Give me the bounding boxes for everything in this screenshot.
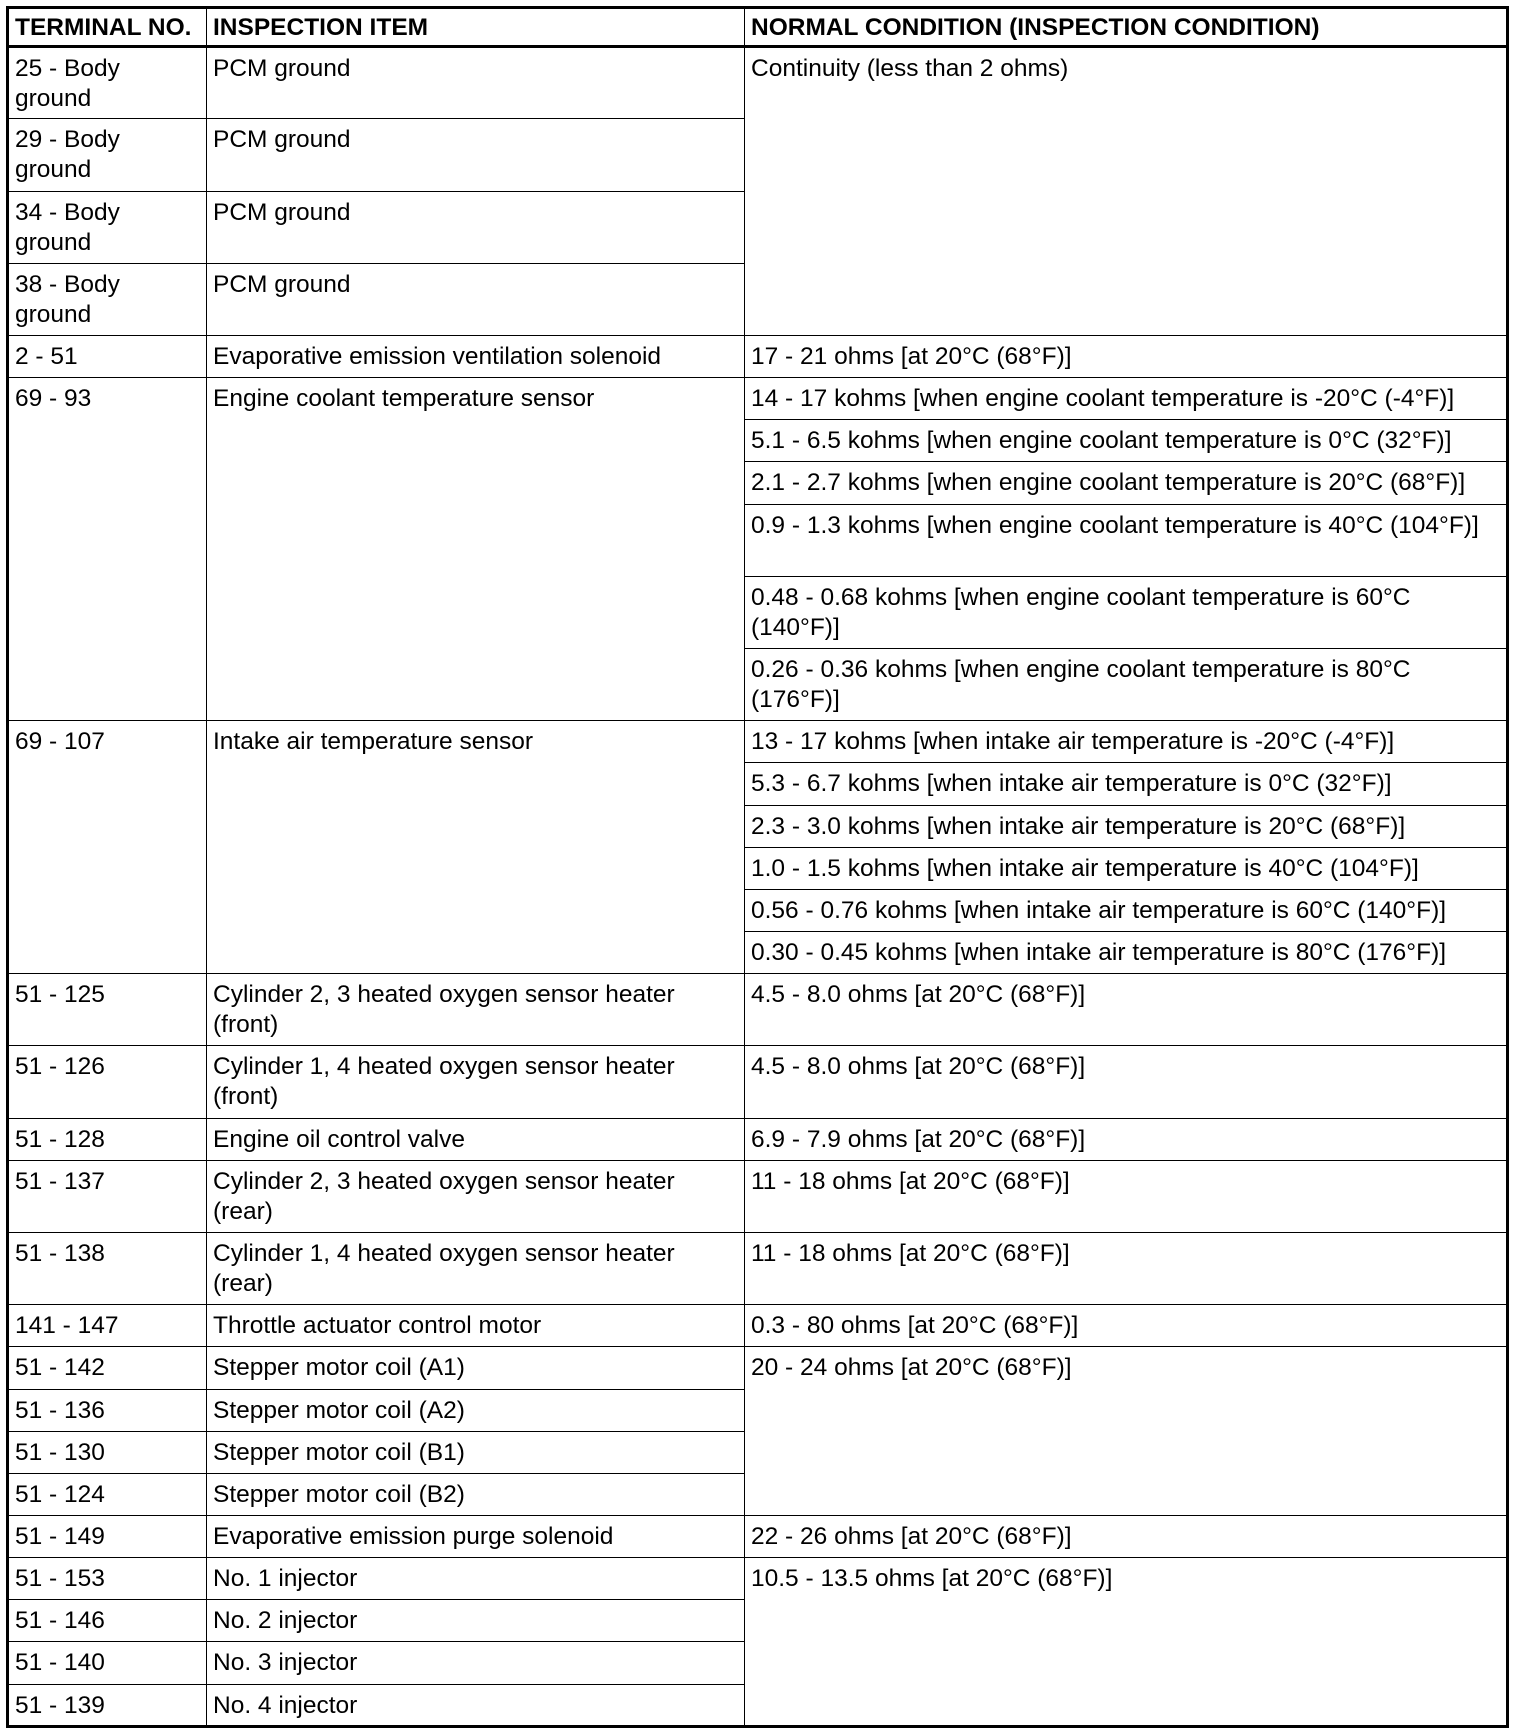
- item-cell: PCM ground: [207, 191, 745, 263]
- condition-cell: 6.9 - 7.9 ohms [at 20°C (68°F)]: [745, 1118, 1508, 1160]
- condition-cell: 17 - 21 ohms [at 20°C (68°F)]: [745, 336, 1508, 378]
- item-cell: Stepper motor coil (A1): [207, 1347, 745, 1389]
- item-cell: Stepper motor coil (B1): [207, 1431, 745, 1473]
- item-cell: PCM ground: [207, 263, 745, 335]
- condition-cell: 0.30 - 0.45 kohms [when intake air temperature is 80°C (176°F)]: [745, 932, 1508, 974]
- table-row: [8, 1347, 1508, 1389]
- condition-cell: 4.5 - 8.0 ohms [at 20°C (68°F)]: [745, 974, 1508, 1046]
- condition-cell: 20 - 24 ohms [at 20°C (68°F)]: [745, 1347, 1508, 1516]
- item-cell: No. 4 injector: [207, 1684, 745, 1726]
- terminal-cell: 51 - 124: [8, 1473, 207, 1515]
- terminal-cell: 51 - 149: [8, 1516, 207, 1558]
- terminal-cell: 25 - Body ground: [8, 47, 207, 119]
- condition-cell: 0.48 - 0.68 kohms [when engine coolant temperature is 60°C (140°F)]: [745, 576, 1508, 648]
- table-row: [8, 1160, 1508, 1232]
- table-row: [8, 1516, 1508, 1558]
- item-cell: Engine oil control valve: [207, 1118, 745, 1160]
- condition-cell: 11 - 18 ohms [at 20°C (68°F)]: [745, 1160, 1508, 1232]
- item-cell: No. 1 injector: [207, 1558, 745, 1600]
- terminal-cell: 51 - 136: [8, 1389, 207, 1431]
- table-row: [8, 336, 1508, 378]
- terminal-cell: 2 - 51: [8, 336, 207, 378]
- header-terminal-no: TERMINAL NO.: [8, 8, 207, 47]
- header-normal-condition: NORMAL CONDITION (INSPECTION CONDITION): [745, 8, 1508, 47]
- condition-cell: 2.1 - 2.7 kohms [when engine coolant temperature is 20°C (68°F)]: [745, 462, 1508, 504]
- condition-cell: 5.1 - 6.5 kohms [when engine coolant temperature is 0°C (32°F)]: [745, 420, 1508, 462]
- table-row: [8, 47, 1508, 119]
- terminal-cell: 51 - 138: [8, 1233, 207, 1305]
- condition-cell: 10.5 - 13.5 ohms [at 20°C (68°F)]: [745, 1558, 1508, 1727]
- condition-cell: 0.9 - 1.3 kohms [when engine coolant temperature is 40°C (104°F)]: [745, 504, 1508, 576]
- terminal-cell: 51 - 146: [8, 1600, 207, 1642]
- item-cell: Cylinder 1, 4 heated oxygen sensor heater (front): [207, 1046, 745, 1118]
- table-row: [8, 1118, 1508, 1160]
- item-cell: Cylinder 1, 4 heated oxygen sensor heater (rear): [207, 1233, 745, 1305]
- table-row: [8, 1558, 1508, 1600]
- item-cell: PCM ground: [207, 119, 745, 191]
- terminal-cell: 141 - 147: [8, 1305, 207, 1347]
- condition-cell: 0.56 - 0.76 kohms [when intake air temperature is 60°C (140°F)]: [745, 889, 1508, 931]
- condition-cell: 2.3 - 3.0 kohms [when intake air temperature is 20°C (68°F)]: [745, 805, 1508, 847]
- terminal-cell: 51 - 125: [8, 974, 207, 1046]
- condition-cell: 13 - 17 kohms [when intake air temperature is -20°C (-4°F)]: [745, 721, 1508, 763]
- item-cell: No. 2 injector: [207, 1600, 745, 1642]
- condition-cell: 1.0 - 1.5 kohms [when intake air temperature is 40°C (104°F)]: [745, 847, 1508, 889]
- inspection-table: [6, 6, 1509, 1728]
- header-inspection-item: INSPECTION ITEM: [207, 8, 745, 47]
- table-header-row: [8, 8, 1508, 47]
- item-cell: No. 3 injector: [207, 1642, 745, 1684]
- item-cell: Engine coolant temperature sensor: [207, 378, 745, 721]
- terminal-cell: 34 - Body ground: [8, 191, 207, 263]
- table-row: [8, 1305, 1508, 1347]
- item-cell: Evaporative emission ventilation solenoid: [207, 336, 745, 378]
- terminal-cell: 51 - 140: [8, 1642, 207, 1684]
- terminal-cell: 51 - 137: [8, 1160, 207, 1232]
- item-cell: Stepper motor coil (B2): [207, 1473, 745, 1515]
- condition-cell: 11 - 18 ohms [at 20°C (68°F)]: [745, 1233, 1508, 1305]
- condition-cell: 22 - 26 ohms [at 20°C (68°F)]: [745, 1516, 1508, 1558]
- terminal-cell: 51 - 142: [8, 1347, 207, 1389]
- condition-cell: 5.3 - 6.7 kohms [when intake air temperature is 0°C (32°F)]: [745, 763, 1508, 805]
- terminal-cell: 51 - 128: [8, 1118, 207, 1160]
- terminal-cell: 38 - Body ground: [8, 263, 207, 335]
- terminal-cell: 51 - 126: [8, 1046, 207, 1118]
- table-row: [8, 1046, 1508, 1118]
- condition-cell: 14 - 17 kohms [when engine coolant temperature is -20°C (-4°F)]: [745, 378, 1508, 420]
- terminal-cell: 69 - 93: [8, 378, 207, 721]
- item-cell: Cylinder 2, 3 heated oxygen sensor heater (front): [207, 974, 745, 1046]
- table-row: [8, 378, 1508, 420]
- item-cell: Evaporative emission purge solenoid: [207, 1516, 745, 1558]
- terminal-cell: 51 - 139: [8, 1684, 207, 1726]
- table-row: [8, 1233, 1508, 1305]
- item-cell: Stepper motor coil (A2): [207, 1389, 745, 1431]
- terminal-cell: 51 - 153: [8, 1558, 207, 1600]
- table-row: [8, 721, 1508, 763]
- condition-cell: 4.5 - 8.0 ohms [at 20°C (68°F)]: [745, 1046, 1508, 1118]
- item-cell: Intake air temperature sensor: [207, 721, 745, 974]
- item-cell: Throttle actuator control motor: [207, 1305, 745, 1347]
- condition-cell: 0.3 - 80 ohms [at 20°C (68°F)]: [745, 1305, 1508, 1347]
- condition-cell: Continuity (less than 2 ohms): [745, 47, 1508, 336]
- terminal-cell: 69 - 107: [8, 721, 207, 974]
- condition-cell: 0.26 - 0.36 kohms [when engine coolant temperature is 80°C (176°F)]: [745, 649, 1508, 721]
- item-cell: PCM ground: [207, 47, 745, 119]
- terminal-cell: 29 - Body ground: [8, 119, 207, 191]
- terminal-cell: 51 - 130: [8, 1431, 207, 1473]
- item-cell: Cylinder 2, 3 heated oxygen sensor heater (rear): [207, 1160, 745, 1232]
- table-row: [8, 974, 1508, 1046]
